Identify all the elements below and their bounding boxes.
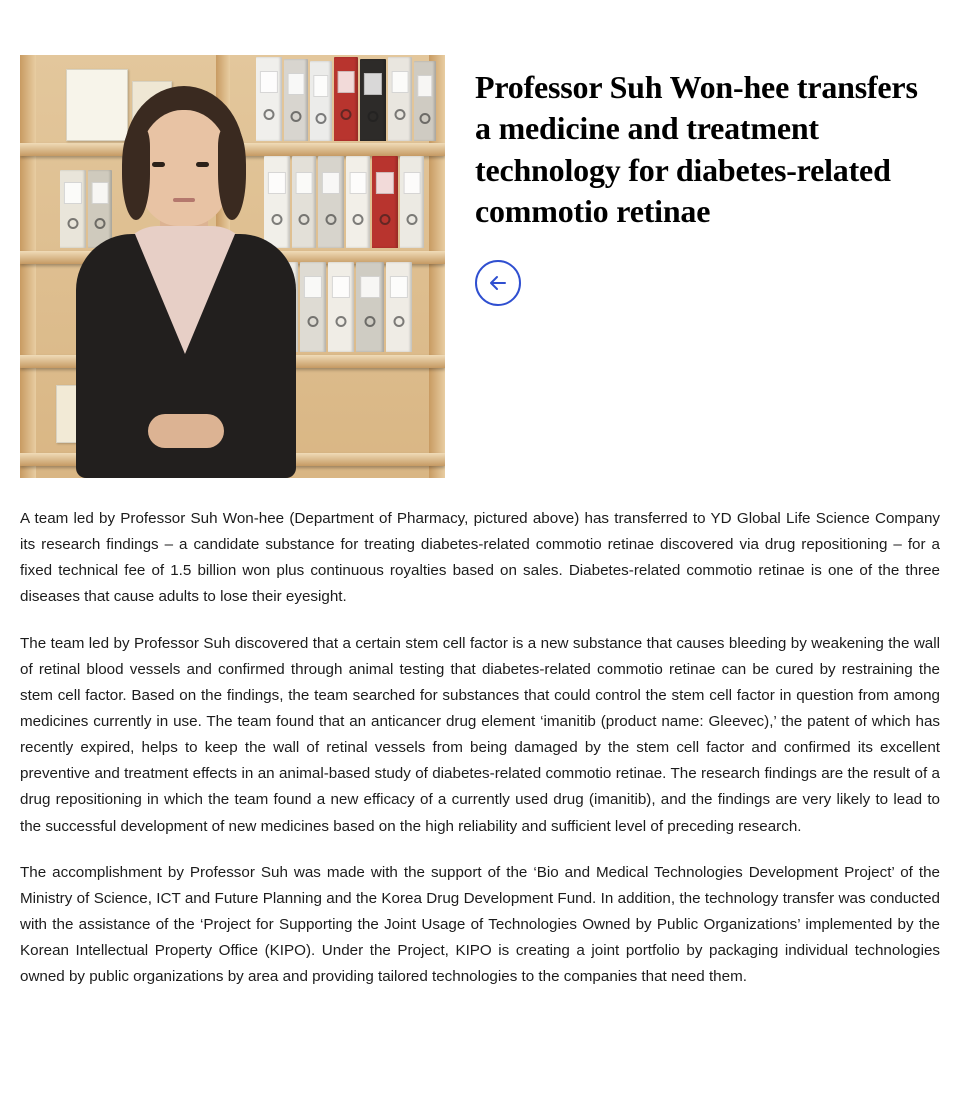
binder <box>356 262 384 352</box>
binder <box>388 57 412 141</box>
binder <box>400 156 424 248</box>
binder <box>360 59 386 141</box>
article-paragraph: The accomplishment by Professor Suh was made with the support of the ‘Bio and Medical Technologies Development Project’ of the Ministry of Science, ICT and Future Planning and the Korea Drug Development Fund. In addition, the technology transfer was conducted with the assistance of the ‘Project for Supporting the Joint Usage of Technologies Owned by Public Organizations’ implemented by the Korean Intellectual Property Office (KIPO). Under the Project, KIPO is creating a joint portfolio by packaging individual technologies owned by public organizations by area and providing tailored technologies to the companies that need them. <box>20 863 940 986</box>
arrow-left-icon <box>486 271 510 295</box>
page-title: Professor Suh Won-hee transfers a medicine and treatment technology for diabetes-related commotio retinae <box>475 69 918 229</box>
person-figure <box>40 58 330 478</box>
article-body <box>0 478 960 1030</box>
binder <box>328 262 354 352</box>
binder <box>372 156 398 248</box>
binder <box>334 57 358 141</box>
hands <box>148 414 224 448</box>
article-photo-container <box>20 55 445 478</box>
mouth <box>173 198 195 202</box>
eye-left <box>152 162 165 167</box>
back-button[interactable] <box>475 260 521 306</box>
hair-right <box>218 128 246 220</box>
hero-text-column <box>445 55 940 306</box>
professor-portrait-photo <box>20 55 445 478</box>
hair-left <box>122 128 150 220</box>
binder <box>414 61 436 141</box>
article-paragraph: A team led by Professor Suh Won-hee (Department of Pharmacy, pictured above) has transferred to YD Global Life Science Company its research findings – a candidate substance for treating diabetes-related commotio retinae discovered via drug repositioning – for a fixed technical fee of 1.5 billion won plus continuous royalties based on sales. Diabetes-related commotio retinae is one of the three diseases that cause adults to lose their eyesight. <box>20 510 940 606</box>
shelf-side-left <box>20 55 36 478</box>
article-paragraph: The team led by Professor Suh discovered that a certain stem cell factor is a new substance that causes bleeding by weakening the wall of retinal blood vessels and confirmed through animal testing that diabetes-related commotio retinae can be cured by restraining the stem cell factor. Based on the findings, the team searched for substances that could control the stem cell factor in question from among medicines currently in use. The team found that an anticancer drug element ‘imanitib (product name: Gleevec),’ the patent of which has recently expired, helps to keep the wall of retinal vessels from being damaged by the stem cell factor and confirmed its excellent preventive and treatment effects in an animal-based study of diabetes-related commotio retinae. The research findings are the result of a drug repositioning in which the team found a new efficacy of a currently used drug (imanitib), and the findings are very likely to lead to the successful development of new medicines based on the high reliability and sufficient level of preceding research. <box>20 634 940 835</box>
binder <box>346 156 370 248</box>
article-hero <box>0 0 960 478</box>
eye-right <box>196 162 209 167</box>
binder <box>386 262 412 352</box>
